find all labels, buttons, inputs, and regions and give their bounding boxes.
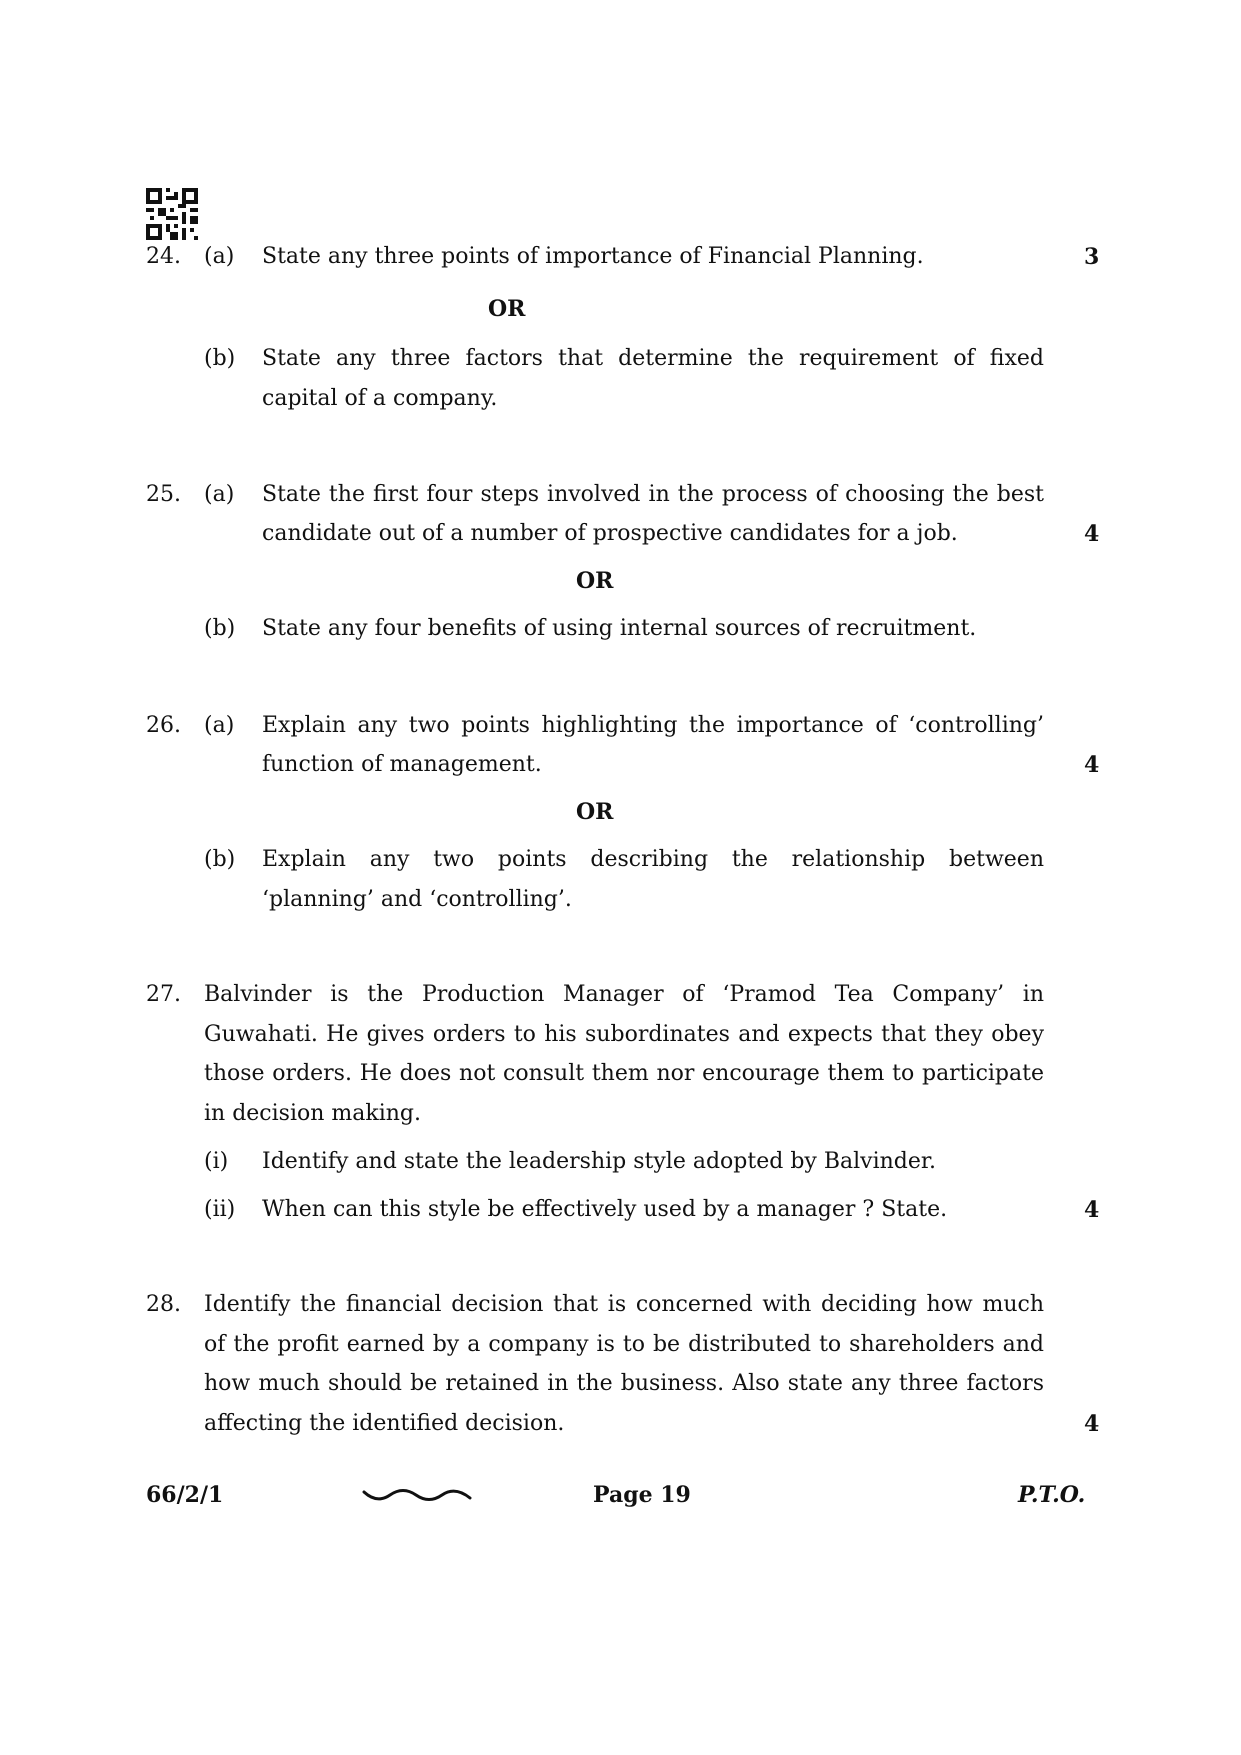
question-text: Identify the financial decision that is concerned with deciding how much: [204, 1292, 1044, 1317]
question-text: State any three factors that determine the requirement of fixed: [262, 346, 1044, 371]
question-number: 24.: [146, 244, 181, 269]
or-divider: OR: [576, 568, 614, 594]
part-label: (ii): [204, 1197, 236, 1222]
question-text: When can this style be effectively used by a manager ? State.: [262, 1197, 948, 1222]
part-label: (a): [204, 244, 235, 269]
question-text: of the profit earned by a company is to be distributed to shareholders and: [204, 1332, 1044, 1357]
marks: 3: [1084, 244, 1100, 270]
question-text: affecting the identified decision.: [204, 1411, 565, 1436]
part-label: (b): [204, 847, 236, 872]
marks: 4: [1084, 1197, 1100, 1223]
or-divider: OR: [576, 799, 614, 825]
wave-ornament-icon: [362, 1484, 472, 1506]
question-text: State any four benefits of using internal sources of recruitment.: [262, 616, 977, 641]
part-label: (b): [204, 616, 236, 641]
question-text: Explain any two points describing the relationship between: [262, 847, 1044, 872]
marks: 4: [1084, 521, 1100, 547]
marks: 4: [1084, 752, 1100, 778]
question-text: Balvinder is the Production Manager of ‘Pramod Tea Company’ in: [204, 982, 1044, 1007]
question-text: ‘planning’ and ‘controlling’.: [262, 887, 572, 912]
part-label: (i): [204, 1149, 229, 1174]
question-text: State any three points of importance of Financial Planning.: [262, 244, 924, 269]
question-text: candidate out of a number of prospective candidates for a job.: [262, 521, 958, 546]
question-text: in decision making.: [204, 1101, 421, 1126]
question-text: how much should be retained in the business. Also state any three factors: [204, 1371, 1044, 1396]
question-text: Identify and state the leadership style adopted by Balvinder.: [262, 1149, 936, 1174]
question-number: 28.: [146, 1292, 181, 1317]
paper-code: 66/2/1: [146, 1482, 224, 1508]
question-text: State the first four steps involved in the process of choosing the best: [262, 482, 1044, 507]
question-text: function of management.: [262, 752, 542, 777]
question-text: Guwahati. He gives orders to his subordinates and expects that they obey: [204, 1022, 1044, 1047]
question-text: Explain any two points highlighting the importance of ‘controlling’: [262, 713, 1044, 738]
question-text: those orders. He does not consult them nor encourage them to participate: [204, 1061, 1044, 1086]
or-divider: OR: [488, 296, 526, 322]
part-label: (a): [204, 482, 235, 507]
part-label: (b): [204, 346, 236, 371]
question-number: 27.: [146, 982, 181, 1007]
question-number: 26.: [146, 713, 181, 738]
pto-label: P.T.O.: [1018, 1482, 1086, 1508]
part-label: (a): [204, 713, 235, 738]
question-text: capital of a company.: [262, 386, 498, 411]
marks: 4: [1084, 1411, 1100, 1437]
page-number: Page 19: [593, 1482, 691, 1508]
question-number: 25.: [146, 482, 181, 507]
qr-code-icon: [146, 188, 198, 240]
